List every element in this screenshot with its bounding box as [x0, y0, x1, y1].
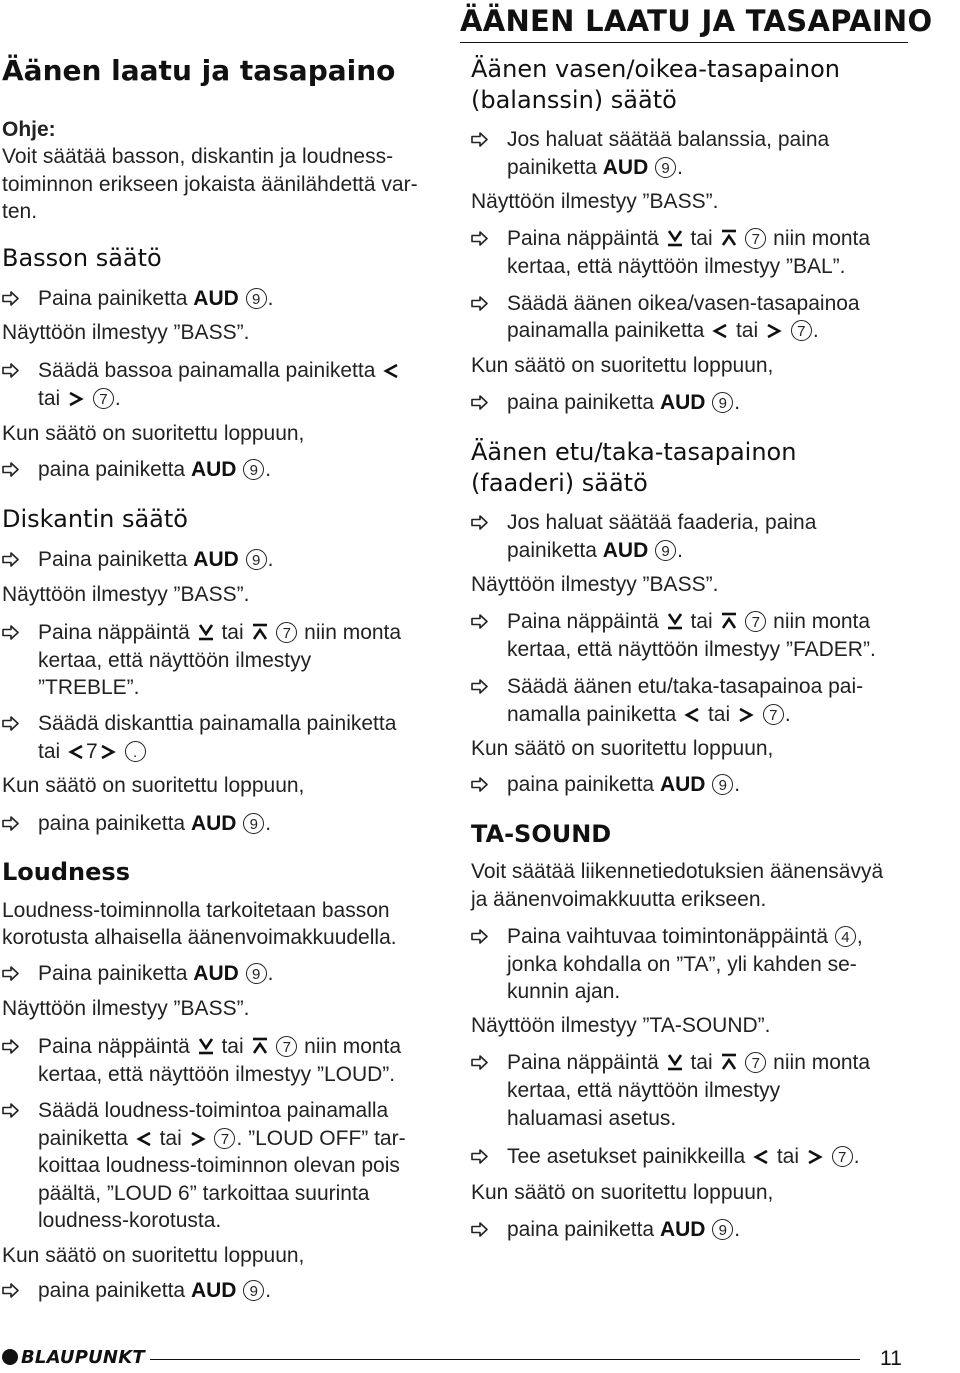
fader-step-1-cont: painiketta AUD 9 .	[507, 539, 683, 562]
treble-display: Näyttöön ilmestyy ”BASS”.	[2, 583, 250, 606]
treble-step-2-line-2: kertaa, että näyttöön ilmestyy	[38, 649, 312, 672]
page-number: 11	[880, 1347, 902, 1370]
step-text: Tee asetukset painikkeilla	[507, 1145, 751, 1168]
fader-step-4: paina painiketta AUD 9 .	[471, 771, 740, 799]
footer-rule	[150, 1359, 860, 1360]
step-text: Paina näppäintä	[507, 227, 665, 250]
loudness-intro-2: korotusta alhaisella äänenvoimakkuudella.	[2, 926, 397, 949]
chevron-up-overline-icon	[721, 1053, 737, 1071]
fader-step-3	[471, 673, 863, 701]
loudness-step-1: Paina painiketta AUD 9 .	[2, 960, 273, 988]
aud-key-label: AUD	[193, 962, 239, 985]
loudness-step-3-line-4: päältä, ”LOUD 6” tarkoittaa suurinta	[38, 1182, 370, 1205]
balance-step-4: paina painiketta AUD 9 .	[471, 389, 740, 417]
note-line-1: Voit säätää basson, diskantin ja loudness-	[2, 145, 394, 168]
balance-display: Näyttöön ilmestyy ”BASS”.	[471, 190, 719, 213]
loudness-display: Näyttöön ilmestyy ”BASS”.	[2, 997, 250, 1020]
balance-step-2: Paina näppäintä tai 7 niin monta	[471, 225, 870, 253]
key-number-badge: 7	[745, 1052, 766, 1073]
loudness-done: Kun säätö on suoritettu loppuun,	[2, 1244, 305, 1267]
brand-logo	[2, 1347, 145, 1371]
step-arrow-icon	[471, 389, 491, 416]
step-text: paina painiketta	[38, 458, 191, 481]
aud-key-label: AUD	[602, 156, 649, 179]
chevron-up-overline-icon	[252, 623, 268, 641]
header-rule	[460, 42, 908, 43]
step-arrow-icon	[2, 357, 22, 384]
brand-name: BLAUPUNKT	[21, 1347, 145, 1368]
fader-step-1	[471, 509, 816, 537]
bass-step-3: paina painiketta AUD 9 .	[2, 456, 271, 484]
ta-sound-step-1-line-3: kunnin ajan.	[507, 980, 621, 1003]
step-arrow-icon	[471, 126, 491, 153]
step-arrow-icon	[471, 290, 491, 317]
chevron-left-icon	[383, 363, 399, 379]
balance-step-2-line-2: kertaa, että näyttöön ilmestyy ”BAL”.	[507, 255, 846, 278]
logo-dot-icon	[2, 1349, 18, 1365]
key-number-badge: 7	[745, 228, 766, 249]
loudness-step-3-line-3: koittaa loudness-toiminnon olevan pois	[38, 1154, 400, 1177]
key-number-badge: 9	[243, 813, 264, 834]
fader-heading	[471, 437, 796, 499]
loudness-step-3	[2, 1097, 388, 1125]
treble-step-3-cont: tai 7 .	[2, 738, 147, 766]
chevron-left-icon	[753, 1149, 769, 1165]
step-arrow-icon	[2, 1033, 22, 1060]
treble-step-1: Paina painiketta AUD 9 .	[2, 546, 273, 574]
step-text: namalla painiketta	[507, 703, 683, 726]
step-arrow-icon	[2, 285, 22, 312]
step-arrow-icon	[471, 225, 491, 252]
chevron-right-icon	[807, 1149, 823, 1165]
fader-display: Näyttöön ilmestyy ”BASS”.	[471, 573, 719, 596]
key-number-badge: 7	[93, 388, 114, 409]
aud-key-label: AUD	[190, 1279, 237, 1302]
step-text: Paina painiketta	[38, 287, 194, 310]
step-arrow-icon	[2, 456, 22, 483]
step-text: tai	[38, 740, 67, 763]
balance-step-1-cont: painiketta AUD 9 .	[507, 156, 683, 179]
step-arrow-icon	[471, 1143, 491, 1170]
key-number-badge: 7	[276, 1036, 297, 1057]
chevron-up-overline-icon	[252, 1037, 268, 1055]
step-arrow-icon	[2, 1097, 22, 1124]
fader-step-3-cont: namalla painiketta tai 7 .	[507, 703, 791, 726]
loudness-step-2-line-2: kertaa, että näyttöön ilmestyy ”LOUD”.	[38, 1063, 396, 1086]
chevron-right-icon	[100, 744, 116, 760]
chevron-up-overline-icon	[721, 612, 737, 630]
loudness-step-3-cont: painiketta tai 7 . ”LOUD OFF” tar-	[38, 1127, 406, 1150]
step-text: Paina näppäintä	[38, 1035, 196, 1058]
ta-sound-display: Näyttöön ilmestyy ”TA-SOUND”.	[471, 1014, 771, 1037]
fader-step-2-line-2: kertaa, että näyttöön ilmestyy ”FADER”.	[507, 638, 876, 661]
step-text: paina painiketta	[507, 391, 660, 414]
ta-sound-step-1: Paina vaihtuvaa toimintonäppäintä 4 ,	[471, 923, 863, 951]
aud-key-label: AUD	[602, 539, 649, 562]
step-arrow-icon	[2, 960, 22, 987]
key-number-badge: 7	[763, 704, 784, 725]
treble-step-3	[2, 710, 396, 738]
running-head: ÄÄNEN LAATU JA TASAPAINO	[460, 4, 933, 38]
treble-heading: Diskantin säätö	[2, 505, 188, 533]
key-number-badge: 7	[832, 1146, 853, 1167]
chevron-left-icon	[712, 323, 728, 339]
chevron-right-icon	[190, 1131, 206, 1147]
step-arrow-icon	[471, 771, 491, 798]
chevron-down-underline-icon	[667, 612, 683, 630]
aud-key-label: AUD	[190, 812, 237, 835]
aud-key-label: AUD	[659, 1218, 706, 1241]
loudness-heading: Loudness	[2, 858, 130, 886]
bass-step-2-cont: tai 7 .	[38, 387, 121, 410]
key-number-badge: 9	[246, 963, 267, 984]
chevron-right-icon	[766, 323, 782, 339]
ta-sound-intro-1: Voit säätää liikennetiedotuksien äänensävyä	[471, 860, 884, 883]
fader-step-3-text: Säädä äänen etu/taka-tasapainoa pai-	[507, 675, 864, 698]
step-arrow-icon	[471, 608, 491, 635]
treble-step-2: Paina näppäintä tai 7 niin monta	[2, 619, 401, 647]
ta-sound-done: Kun säätö on suoritettu loppuun,	[471, 1181, 774, 1204]
treble-step-4: paina painiketta AUD 9 .	[2, 810, 271, 838]
balance-done: Kun säätö on suoritettu loppuun,	[471, 354, 774, 377]
step-text: paina painiketta	[38, 1279, 191, 1302]
balance-heading-line-1: Äänen vasen/oikea-tasapainon	[471, 55, 840, 83]
key-number-badge: 4	[835, 926, 856, 947]
ta-sound-heading: TA-SOUND	[471, 820, 612, 848]
step-text: painiketta	[507, 156, 603, 179]
ta-sound-step-2-line-2: kertaa, että näyttöön ilmestyy	[507, 1079, 781, 1102]
chevron-left-icon	[684, 707, 700, 723]
key-number-badge: 7	[214, 1128, 235, 1149]
loudness-step-3-text: Säädä loudness-toimintoa painamalla	[38, 1099, 389, 1122]
loudness-step-4: paina painiketta AUD 9 .	[2, 1277, 271, 1305]
chevron-left-icon	[136, 1131, 152, 1147]
chevron-up-overline-icon	[721, 229, 737, 247]
aud-key-label: AUD	[659, 391, 706, 414]
step-arrow-icon	[471, 923, 491, 950]
ta-sound-step-3: Tee asetukset painikkeilla tai 7 .	[471, 1143, 860, 1171]
fader-done: Kun säätö on suoritettu loppuun,	[471, 737, 774, 760]
note-line-2: toiminnon erikseen jokaista äänilähdettä var-	[2, 173, 418, 196]
ta-sound-step-2: Paina näppäintä tai 7 niin monta	[471, 1049, 870, 1077]
chevron-down-underline-icon	[667, 1053, 683, 1071]
bass-step-2	[2, 357, 401, 385]
aud-key-label: AUD	[193, 548, 239, 571]
chevron-down-underline-icon	[198, 623, 214, 641]
aud-key-label: AUD	[193, 287, 239, 310]
key-number-badge: 7	[276, 622, 297, 643]
bass-done: Kun säätö on suoritettu loppuun,	[2, 422, 305, 445]
treble-done: Kun säätö on suoritettu loppuun,	[2, 774, 305, 797]
chevron-right-icon	[738, 707, 754, 723]
step-text: Paina vaihtuvaa toimintonäppäintä	[507, 925, 834, 948]
key-number-badge: .	[125, 741, 146, 762]
balance-step-1-text: Jos haluat säätää balanssia, paina	[507, 128, 830, 151]
step-arrow-icon	[2, 546, 22, 573]
step-arrow-icon	[471, 1049, 491, 1076]
loudness-intro-1: Loudness-toiminnolla tarkoitetaan basson	[2, 899, 390, 922]
step-arrow-icon	[2, 710, 22, 737]
balance-step-1	[471, 126, 829, 154]
key-number-badge: 9	[655, 540, 676, 561]
loudness-step-3-line-5: loudness-korotusta.	[38, 1209, 222, 1232]
ta-sound-step-4: paina painiketta AUD 9 .	[471, 1216, 740, 1244]
step-arrow-icon	[471, 1216, 491, 1243]
key-number-badge: 7	[745, 611, 766, 632]
ta-sound-step-1-line-2: jonka kohdalla on ”TA”, yli kahden se-	[507, 953, 857, 976]
step-text: painamalla painiketta	[507, 319, 711, 342]
aud-key-label: AUD	[190, 458, 237, 481]
fader-step-1-text: Jos haluat säätää faaderia, paina	[507, 511, 817, 534]
chevron-down-underline-icon	[667, 229, 683, 247]
step-arrow-icon	[2, 619, 22, 646]
header-gap	[2, 42, 448, 43]
bass-display: Näyttöön ilmestyy ”BASS”.	[2, 321, 250, 344]
treble-step-3-text: Säädä diskanttia painamalla painiketta	[38, 712, 397, 735]
step-text: paina painiketta	[507, 1218, 660, 1241]
key-number-badge: 9	[246, 549, 267, 570]
step-text: Paina näppäintä	[507, 1051, 665, 1074]
key-number-badge: 9	[712, 392, 733, 413]
step-text: Paina näppäintä	[38, 621, 196, 644]
ta-sound-intro-2: ja äänenvoimakkuutta erikseen.	[471, 888, 767, 911]
loudness-step-2: Paina näppäintä tai 7 niin monta	[2, 1033, 401, 1061]
chevron-left-icon	[68, 744, 84, 760]
key-number-badge: 9	[712, 1219, 733, 1240]
fader-step-2: Paina näppäintä tai 7 niin monta	[471, 608, 870, 636]
step-arrow-icon	[2, 810, 22, 837]
step-arrow-icon	[2, 1277, 22, 1304]
key-number-badge: 9	[712, 774, 733, 795]
chevron-down-underline-icon	[198, 1037, 214, 1055]
note-line-3: ten.	[2, 200, 38, 223]
page-title: Äänen laatu ja tasapaino	[2, 54, 396, 87]
step-text: painiketta	[38, 1127, 134, 1150]
key-number-badge: 9	[655, 157, 676, 178]
key-number-badge: 9	[243, 459, 264, 480]
aud-key-label: AUD	[659, 773, 706, 796]
balance-heading-line-2: (balanssin) säätö	[471, 86, 677, 114]
step-text: Paina painiketta	[38, 962, 194, 985]
step-text: painiketta	[507, 539, 603, 562]
treble-step-2-line-3: ”TREBLE”.	[38, 676, 140, 699]
step-text: Paina painiketta	[38, 548, 194, 571]
step-arrow-icon	[471, 673, 491, 700]
step-text: Paina näppäintä	[507, 610, 665, 633]
balance-step-3-text: Säädä äänen oikea/vasen-tasapainoa	[507, 292, 860, 315]
key-number-badge: 9	[246, 288, 267, 309]
balance-step-3-cont: painamalla painiketta tai 7 .	[507, 319, 819, 342]
balance-heading	[471, 54, 840, 116]
fader-heading-line-1: Äänen etu/taka-tasapainon	[471, 438, 797, 466]
note-label: Ohje:	[2, 118, 56, 141]
balance-step-3	[471, 290, 860, 318]
step-text: paina painiketta	[507, 773, 660, 796]
chevron-right-icon	[68, 391, 84, 407]
step-text: paina painiketta	[38, 812, 191, 835]
key-number-badge: 7	[791, 320, 812, 341]
step-arrow-icon	[471, 509, 491, 536]
key-number-badge: 9	[243, 1280, 264, 1301]
bass-heading: Basson säätö	[2, 244, 162, 272]
bass-step-1: Paina painiketta AUD 9 .	[2, 285, 273, 313]
fader-heading-line-2: (faaderi) säätö	[471, 469, 648, 497]
ta-sound-step-2-line-3: haluamasi asetus.	[507, 1107, 677, 1130]
step-text: Säädä bassoa painamalla painiketta	[38, 359, 382, 382]
